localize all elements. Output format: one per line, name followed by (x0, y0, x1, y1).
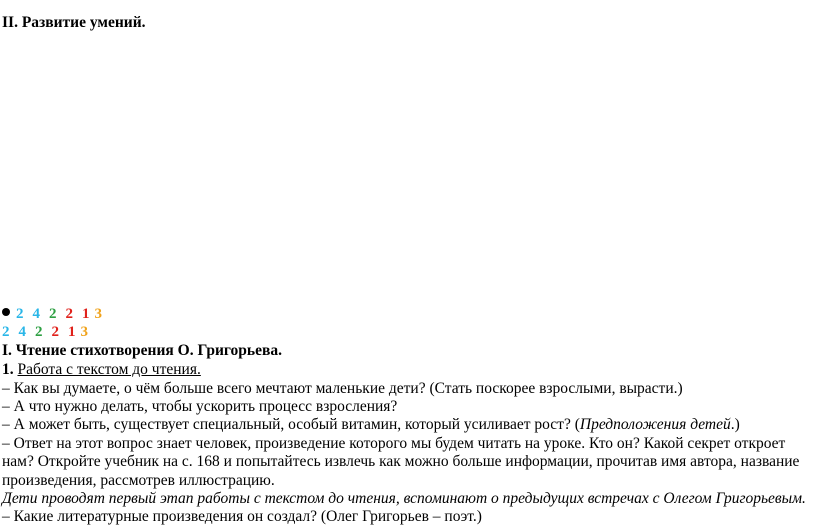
digit: 1 (68, 324, 76, 340)
step-line (2, 360, 201, 379)
question-3 (2, 415, 740, 434)
digit: 2 (2, 324, 10, 340)
digit: 4 (18, 324, 26, 340)
digit-row-bullet (2, 305, 111, 324)
teacher-note: Дети проводят первый этап работы с текстом до чтения, вспоминают о предыдущих встречах с Олегом Григорьевым. (2, 490, 806, 507)
digit: 3 (80, 324, 88, 340)
question-4-line-3: произведения, рассмотрев иллюстрацию. (2, 472, 275, 489)
question-3-text: – А может быть, существует специальный, особый витамин, который усиливает рост? ( (2, 416, 580, 433)
bullet-icon (2, 308, 10, 316)
reading-heading: I. Чтение стихотворения О. Григорьева. (2, 342, 282, 359)
question-4-line-1: – Ответ на этот вопрос знает человек, произведение которого мы будем читать на уроке. Кто он? Какой секрет откроет (2, 435, 786, 452)
question-3-italic: Предположения детей (579, 416, 731, 433)
digit: 2 (65, 306, 73, 322)
question-3-end: .) (730, 416, 740, 433)
digit: 4 (32, 306, 40, 322)
question-5: – Какие литературные произведения он создал? (Олег Григорьев – поэт.) (2, 508, 482, 525)
digit: 2 (49, 306, 57, 322)
step-title: Работа с текстом до чтения. (17, 361, 201, 378)
question-1: – Как вы думаете, о чём больше всего мечтают маленькие дети? (Стать поскорее взрослыми, вырасти.) (2, 380, 683, 397)
digit: 2 (51, 324, 59, 340)
section-heading: II. Развитие умений. (2, 14, 146, 31)
question-2: – А что нужно делать, чтобы ускорить процесс взросления? (2, 398, 398, 415)
digit: 2 (35, 324, 43, 340)
digit: 2 (16, 306, 24, 322)
digit-row (2, 323, 97, 342)
question-4-line-2: нам? Откройте учебник на с. 168 и попытайтесь извлечь как можно больше информации, прочитав имя автора, название (2, 453, 800, 470)
step-number: 1. (2, 361, 14, 378)
digit: 3 (94, 306, 102, 322)
digit: 1 (82, 306, 90, 322)
